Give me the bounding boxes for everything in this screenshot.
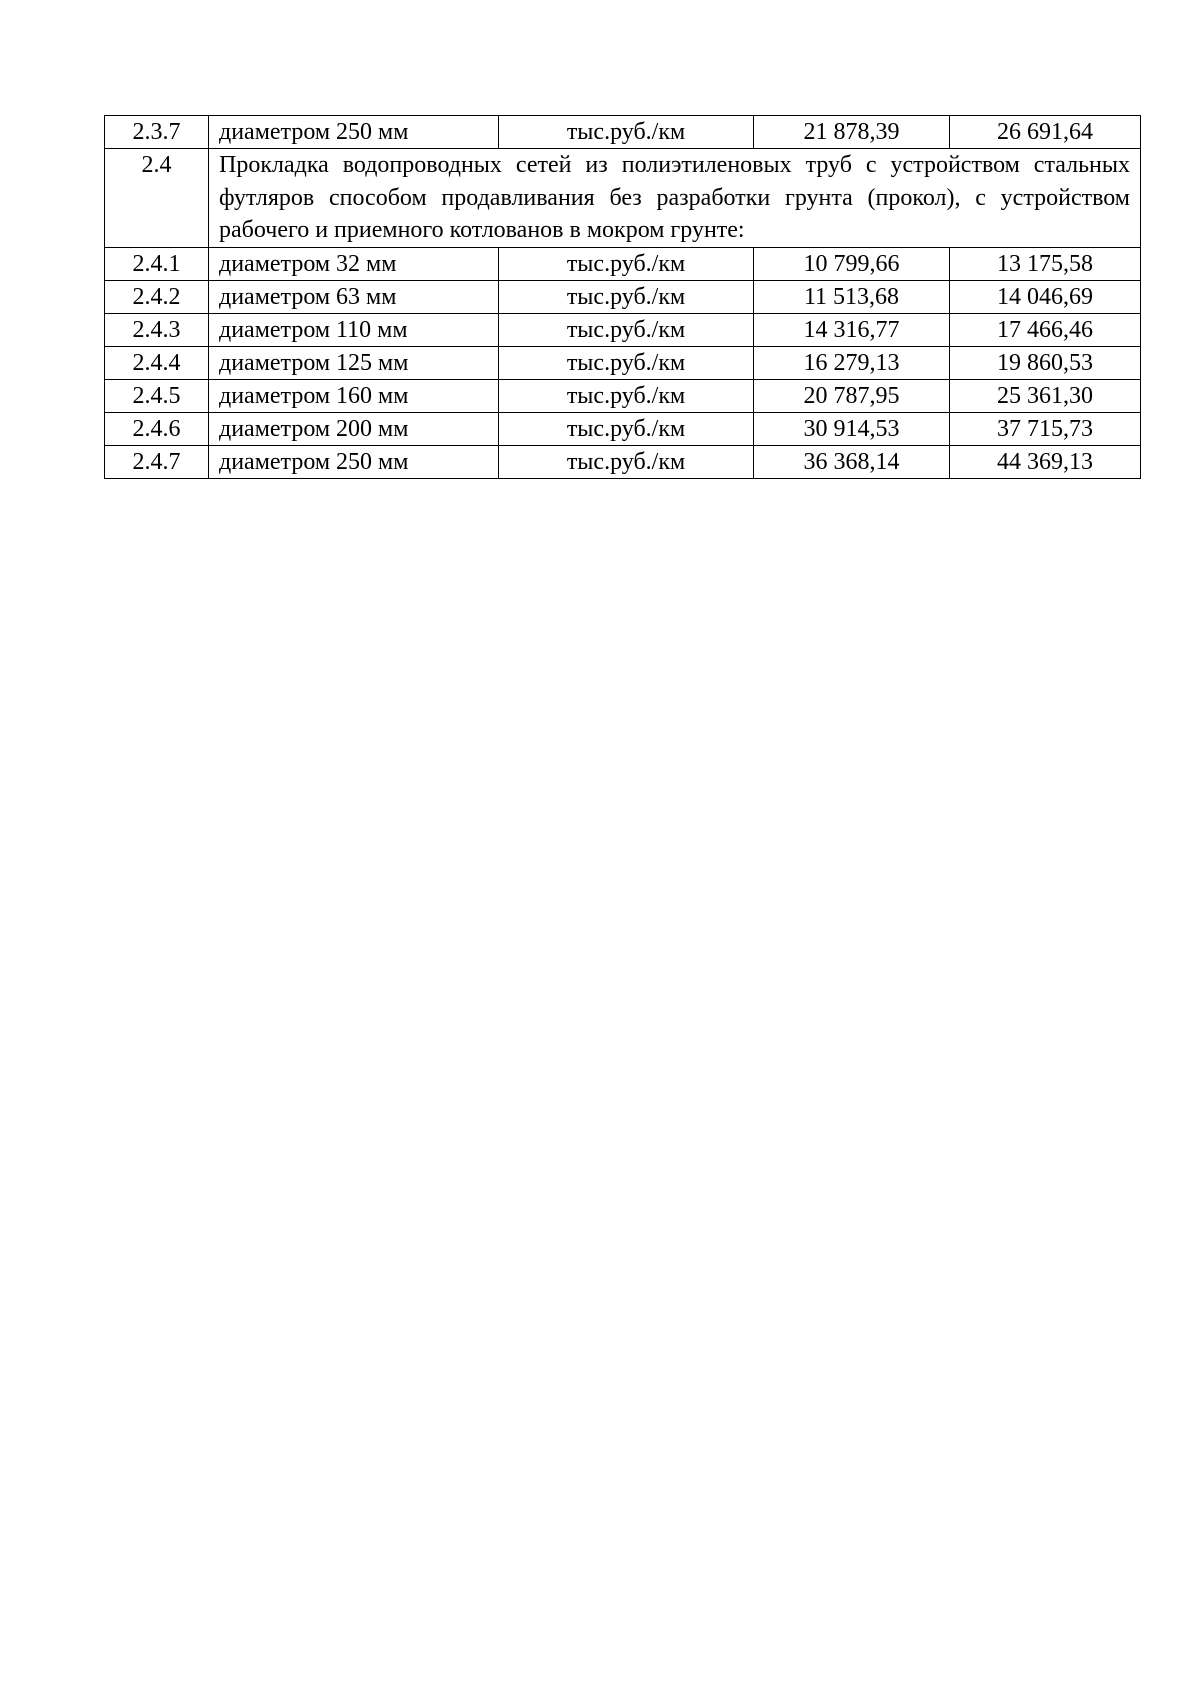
item-number: 2.4.7	[105, 445, 209, 478]
item-number: 2.4.2	[105, 280, 209, 313]
item-number: 2.4.5	[105, 379, 209, 412]
item-value-2: 26 691,64	[950, 116, 1141, 149]
item-number: 2.4.3	[105, 313, 209, 346]
item-unit: тыс.руб./км	[499, 116, 754, 149]
item-number: 2.4.4	[105, 346, 209, 379]
item-unit: тыс.руб./км	[499, 412, 754, 445]
table-row	[105, 445, 1141, 478]
table-row	[105, 247, 1141, 280]
item-value-2: 44 369,13	[950, 445, 1141, 478]
item-unit: тыс.руб./км	[499, 313, 754, 346]
item-value-1: 14 316,77	[754, 313, 950, 346]
item-value-1: 20 787,95	[754, 379, 950, 412]
item-name: диаметром 32 мм	[209, 247, 499, 280]
item-value-2: 14 046,69	[950, 280, 1141, 313]
table-row	[105, 313, 1141, 346]
item-value-1: 36 368,14	[754, 445, 950, 478]
item-value-1: 16 279,13	[754, 346, 950, 379]
section-description: Прокладка водопроводных сетей из полиэтиленовых труб с устройством стальных футляров способом продавливания без разработки грунта (прокол), с устройством рабочего и приемного котлованов в мокром грунте:	[209, 149, 1141, 248]
item-unit: тыс.руб./км	[499, 247, 754, 280]
item-unit: тыс.руб./км	[499, 379, 754, 412]
item-value-1: 30 914,53	[754, 412, 950, 445]
item-value-2: 17 466,46	[950, 313, 1141, 346]
item-value-2: 37 715,73	[950, 412, 1141, 445]
item-name: диаметром 250 мм	[209, 116, 499, 149]
item-value-1: 10 799,66	[754, 247, 950, 280]
table-row	[105, 346, 1141, 379]
item-value-2: 19 860,53	[950, 346, 1141, 379]
item-value-2: 13 175,58	[950, 247, 1141, 280]
item-value-2: 25 361,30	[950, 379, 1141, 412]
item-name: диаметром 110 мм	[209, 313, 499, 346]
section-number: 2.4	[105, 149, 209, 248]
item-unit: тыс.руб./км	[499, 346, 754, 379]
item-number: 2.4.6	[105, 412, 209, 445]
table-row	[105, 280, 1141, 313]
item-name: диаметром 160 мм	[209, 379, 499, 412]
table-row	[105, 412, 1141, 445]
item-value-1: 21 878,39	[754, 116, 950, 149]
table-row	[105, 379, 1141, 412]
item-name: диаметром 125 мм	[209, 346, 499, 379]
item-value-1: 11 513,68	[754, 280, 950, 313]
item-unit: тыс.руб./км	[499, 280, 754, 313]
tariff-table	[104, 115, 1141, 479]
item-unit: тыс.руб./км	[499, 445, 754, 478]
item-number: 2.4.1	[105, 247, 209, 280]
section-row	[105, 149, 1141, 248]
item-name: диаметром 250 мм	[209, 445, 499, 478]
item-name: диаметром 200 мм	[209, 412, 499, 445]
table-row	[105, 116, 1141, 149]
item-name: диаметром 63 мм	[209, 280, 499, 313]
item-number: 2.3.7	[105, 116, 209, 149]
